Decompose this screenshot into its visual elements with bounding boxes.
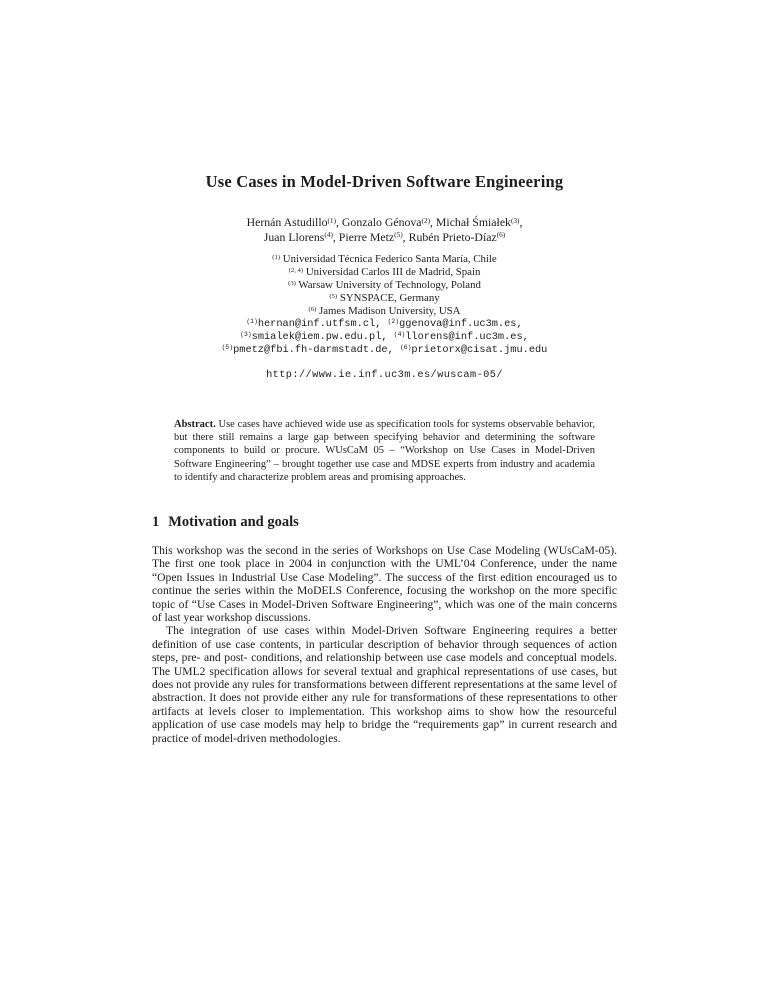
paragraph: This workshop was the second in the series of Workshops on Use Case Modeling (WUsCaM-05). The first one took place in 2004 in conjunction with the UML’04 Conference, under the name “Open Issues in Industrial Use Case Modeling”. The success of the first edition encouraged us to continue the series within the MoDELS Conference, focusing the workshop on the more specific topic of “Use Cases in Model-Driven Software Engineering”, which was one of the main concerns of last year workshop discussions. xyxy=(152,544,617,625)
affiliation-line: $^{(1)}$ Universidad Técnica Federico Santa María, Chile xyxy=(272,253,497,265)
abstract xyxy=(174,418,595,484)
affiliation-line: $^{(2, 4)}$ Universidad Carlos III de Madrid, Spain xyxy=(288,266,481,278)
authors-block xyxy=(152,215,617,244)
abstract-text: Use cases have achieved wide use as specification tools for systems observable behavior, but there still remains a large gap between specifying behavior and determining the software components to build or procure. WUsCaM 05 – “Workshop on Use Cases in Model-Driven Software Engineering” – brought together use case and MDSE experts from industry and academia to identify and characterize problem areas and promising approaches. xyxy=(174,419,595,483)
affiliation-line: $^{(6)}$ James Madison University, USA xyxy=(308,305,461,317)
author-line: Juan Llorens$^{(4)}$, Pierre Metz$^{(5)}$, Rubén Prieto-Díaz$^{(6)}$ xyxy=(263,229,506,244)
paragraph: The integration of use cases within Model-Driven Software Engineering requires a better definition of use case contents, in particular description of behavior through sequences of action steps, pre- and post- conditions, and relationship between use case models and conceptual models. The UML2 specification allows for several textual and graphical representations of use cases, but does not provide any rules for transformations between different representations at the same level of abstraction. It does not provide either any rule for transformations of these representations to other artifacts at levels closer to implementation. This workshop aims to show how the resourceful application of use case models may help to bridge the “requirements gap” in current research and practice of model-driven methodologies. xyxy=(152,624,617,745)
paper-page xyxy=(152,0,617,745)
email-line: $^{(3)}$smialek@iem.pw.edu.pl, $^{(4)}$llorens@inf.uc3m.es, xyxy=(240,331,529,343)
workshop-url: http://www.ie.inf.uc3m.es/wuscam-05/ xyxy=(266,369,503,381)
section-heading xyxy=(152,514,617,531)
section-title: Motivation and goals xyxy=(168,514,299,531)
section-number: 1 xyxy=(152,514,160,531)
email-line: $^{(5)}$pmetz@fbi.fh-darmstadt.de, $^{(6)}$prietorx@cisat.jmu.edu xyxy=(221,344,548,356)
paper-title: Use Cases in Model-Driven Software Engineering xyxy=(205,172,564,191)
email-line: $^{(1)}$hernan@inf.utfsm.cl, $^{(2)}$ggenova@inf.uc3m.es, xyxy=(246,318,523,330)
affiliations-block xyxy=(152,253,617,318)
author-line: Hernán Astudillo$^{(1)}$, Gonzalo Génova$^{(2)}$, Michał Śmiałek$^{(3)}$, xyxy=(246,215,523,229)
abstract-label: Abstract. xyxy=(174,419,216,430)
affiliation-line: $^{(5)}$ SYNSPACE, Germany xyxy=(329,292,440,304)
affiliation-line: $^{(3)}$ Warsaw University of Technology, Poland xyxy=(288,279,481,291)
emails-block xyxy=(152,318,617,357)
